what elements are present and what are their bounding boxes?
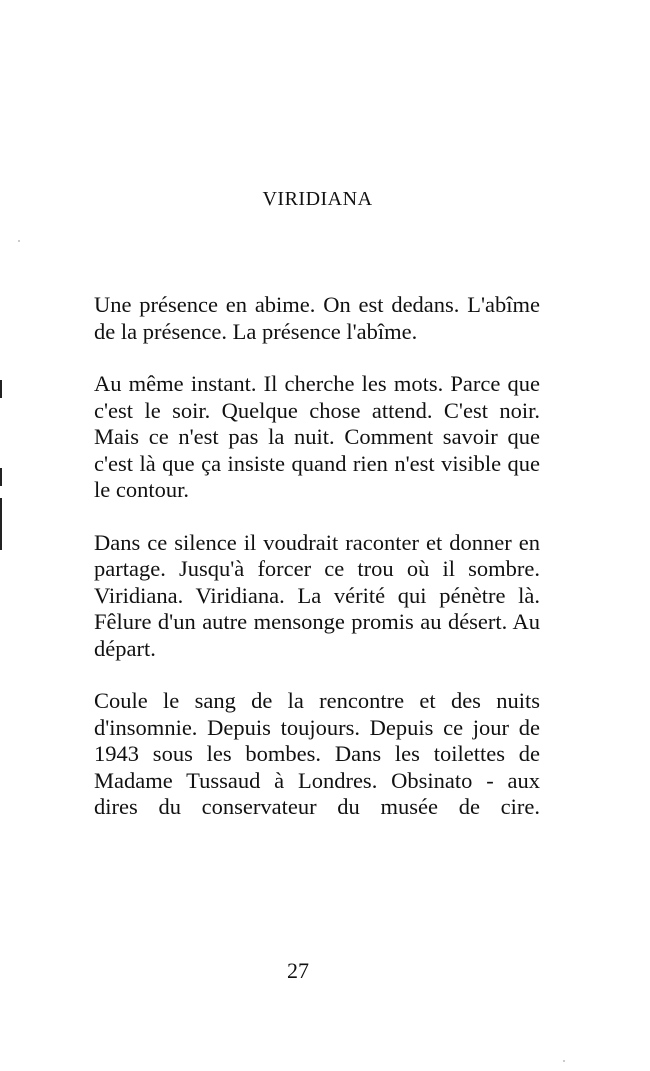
page-title: VIRIDIANA xyxy=(262,188,373,210)
scan-speck xyxy=(563,1060,565,1062)
margin-scan-mark xyxy=(0,468,2,486)
paragraph: Dans ce silence il voudrait raconter et donner en partage. Jusqu'à forcer ce trou où il sombre. Viridiana. Viridiana. La vérité qui pénètre là. Fêlure d'un autre mensonge promis au désert. Au départ. xyxy=(94,529,540,661)
margin-scan-mark xyxy=(0,380,2,398)
page-number: 27 xyxy=(287,958,309,983)
paragraph: Coule le sang de la rencontre et des nuits d'insomnie. Depuis toujours. Depuis ce jour de 1943 sous les bombes. Dans les toilettes de Madame Tussaud à Londres. Obsinato - aux dires du conservateur du musée de cire. xyxy=(94,688,540,819)
paragraph: Au même instant. Il cherche les mots. Parce que c'est le soir. Quelque chose attend. C'est noir. Mais ce n'est pas la nuit. Comment savoir que c'est là que ça insiste quand rien n'est visible que le contour. xyxy=(94,371,540,502)
margin-scan-mark xyxy=(0,498,2,550)
paragraph: Une présence en abime. On est dedans. L'abîme de la présence. La présence l'abîme. xyxy=(94,292,540,344)
body-text xyxy=(94,292,540,821)
scan-speck xyxy=(18,240,20,242)
